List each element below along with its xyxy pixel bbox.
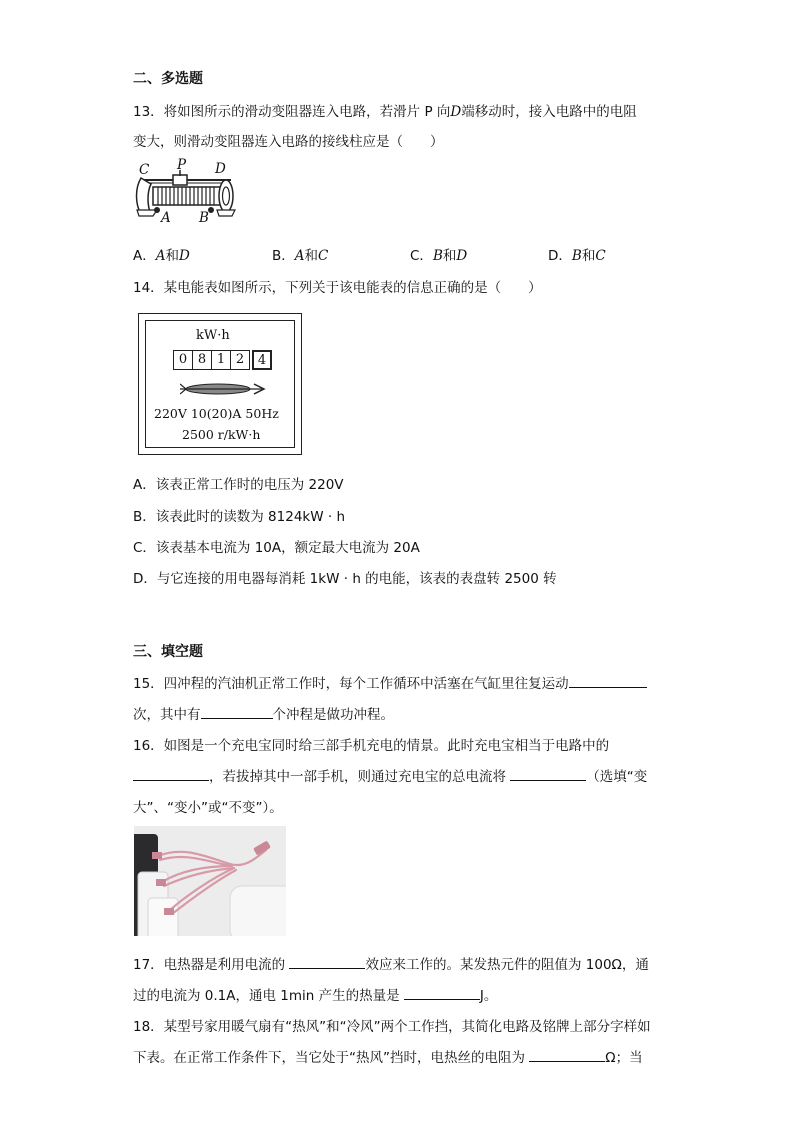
q18-line1: 18．某型号家用暖气扇有“热风”和“冷风”两个工作挡，其简化电路及铭牌上部分字样如 — [133, 1019, 651, 1035]
option-first-terminal: A — [294, 248, 305, 264]
q15-text: 个冲程是做功冲程。 — [272, 707, 394, 723]
q16-blank-2[interactable] — [510, 766, 586, 781]
q16-text: ，若拔掉其中一部手机，则通过充电宝的总电流将 — [209, 769, 506, 785]
q17-text: 17．电热器是利用电流的 — [133, 957, 286, 973]
option-letter: A． — [133, 248, 156, 264]
rheostat-label-d: D — [215, 161, 226, 177]
rheostat-figure — [133, 157, 243, 228]
q16-line1: 16．如图是一个充电宝同时给三部手机充电的情景。此时充电宝相当于电路中的 — [133, 738, 610, 754]
power-bank-photo — [134, 826, 286, 936]
electric-meter-figure — [138, 313, 302, 455]
option-and: 和 — [165, 248, 179, 264]
option-second-terminal: D — [456, 248, 468, 264]
q15-text: 15．四冲程的汽油机正常工作时，每个工作循环中活塞在气缸里往复运动 — [133, 676, 569, 692]
meter-digits — [173, 350, 271, 370]
meter-unit: kW·h — [196, 328, 230, 343]
q17-blank-1[interactable] — [289, 954, 365, 969]
q17-blank-2[interactable] — [404, 985, 480, 1000]
q13-text-tail: 端移动时，接入电路中的电阻 — [461, 104, 637, 120]
q13-d-label: D — [450, 104, 462, 120]
q15-blank-2[interactable] — [201, 704, 273, 719]
q18-line2 — [133, 1046, 643, 1066]
rheostat-label-a: A — [161, 210, 171, 226]
option-first-terminal: B — [432, 248, 443, 264]
q17-text: 过的电流为 0.1A，通电 1min 产生的热量是 — [133, 988, 400, 1004]
section-title-multiple-choice: 二、多选题 — [133, 71, 203, 87]
q14-option-a[interactable]: A．该表正常工作时的电压为 220V — [133, 477, 344, 493]
phone-white-2 — [148, 898, 178, 936]
q14-option-c[interactable]: C．该表基本电流为 10A，额定最大电流为 20A — [133, 540, 420, 556]
q17-line2 — [133, 984, 497, 1004]
q18-text: 下表。在正常工作条件下，当它处于“热风”挡时，电热丝的电阻为 — [133, 1050, 525, 1066]
option-and: 和 — [442, 248, 457, 264]
option-second-terminal: D — [179, 248, 190, 264]
q18-blank-1[interactable] — [529, 1047, 605, 1062]
q16-line3: 大”、“变小”或“不变”）。 — [133, 800, 283, 816]
q13-stem-line1 — [133, 100, 637, 120]
q15-blank-1[interactable] — [569, 673, 647, 688]
meter-digit-decimal: 4 — [252, 350, 272, 370]
electric-meter-panel — [145, 320, 295, 448]
q13-option-c[interactable] — [410, 244, 467, 264]
option-letter: D． — [548, 248, 572, 264]
option-and: 和 — [581, 248, 596, 264]
option-second-terminal: C — [595, 248, 606, 264]
meter-disc-arrow — [180, 381, 266, 397]
q13-option-b[interactable] — [272, 244, 328, 264]
meter-digit: 8 — [192, 350, 212, 370]
rheostat-drawing — [133, 160, 243, 228]
meter-digit: 0 — [173, 350, 193, 370]
q16-text: （选填“变 — [586, 769, 648, 785]
rheostat-label-p: P — [177, 157, 187, 173]
rheostat-label-c: C — [139, 162, 150, 178]
power-bank-illustration — [134, 826, 286, 936]
meter-digit: 1 — [211, 350, 231, 370]
option-first-terminal: A — [155, 248, 166, 264]
rheostat-label-b: B — [199, 210, 209, 226]
meter-digit: 2 — [230, 350, 250, 370]
option-and: 和 — [304, 248, 319, 264]
q15-line1 — [133, 672, 647, 692]
q16-blank-1[interactable] — [133, 766, 209, 781]
option-letter: C． — [410, 248, 433, 264]
option-first-terminal: B — [571, 248, 582, 264]
q16-line2 — [133, 765, 647, 785]
q13-stem-line2: 变大，则滑动变阻器连入电路的接线柱应是（ ） — [133, 134, 444, 150]
meter-spec-line: 220V 10(20)A 50Hz — [154, 406, 279, 421]
q13-option-a[interactable] — [133, 244, 190, 264]
q15-line2 — [133, 703, 394, 723]
q17-line1 — [133, 953, 649, 973]
q13-text: 13．将如图所示的滑动变阻器连入电路，若滑片 P 向 — [133, 104, 451, 120]
q14-stem: 14．某电能表如图所示，下列关于该电能表的信息正确的是（ ） — [133, 280, 542, 296]
q15-text: 次，其中有 — [133, 707, 201, 723]
q14-option-b[interactable]: B．该表此时的读数为 8124kW · h — [133, 509, 346, 525]
power-bank-body — [230, 886, 286, 936]
q17-text: 效应来工作的。某发热元件的阻值为 100Ω，通 — [365, 957, 649, 973]
q18-text: Ω；当 — [605, 1050, 643, 1066]
q17-text: J。 — [479, 988, 498, 1004]
q13-option-d[interactable] — [548, 244, 606, 264]
meter-rev-line: 2500 r/kW·h — [182, 427, 261, 442]
option-second-terminal: C — [318, 248, 329, 264]
option-letter: B． — [272, 248, 295, 264]
q14-option-d[interactable]: D．与它连接的用电器每消耗 1kW · h 的电能，该表的表盘转 2500 转 — [133, 571, 557, 587]
section-title-fill-in: 三、填空题 — [133, 644, 203, 660]
